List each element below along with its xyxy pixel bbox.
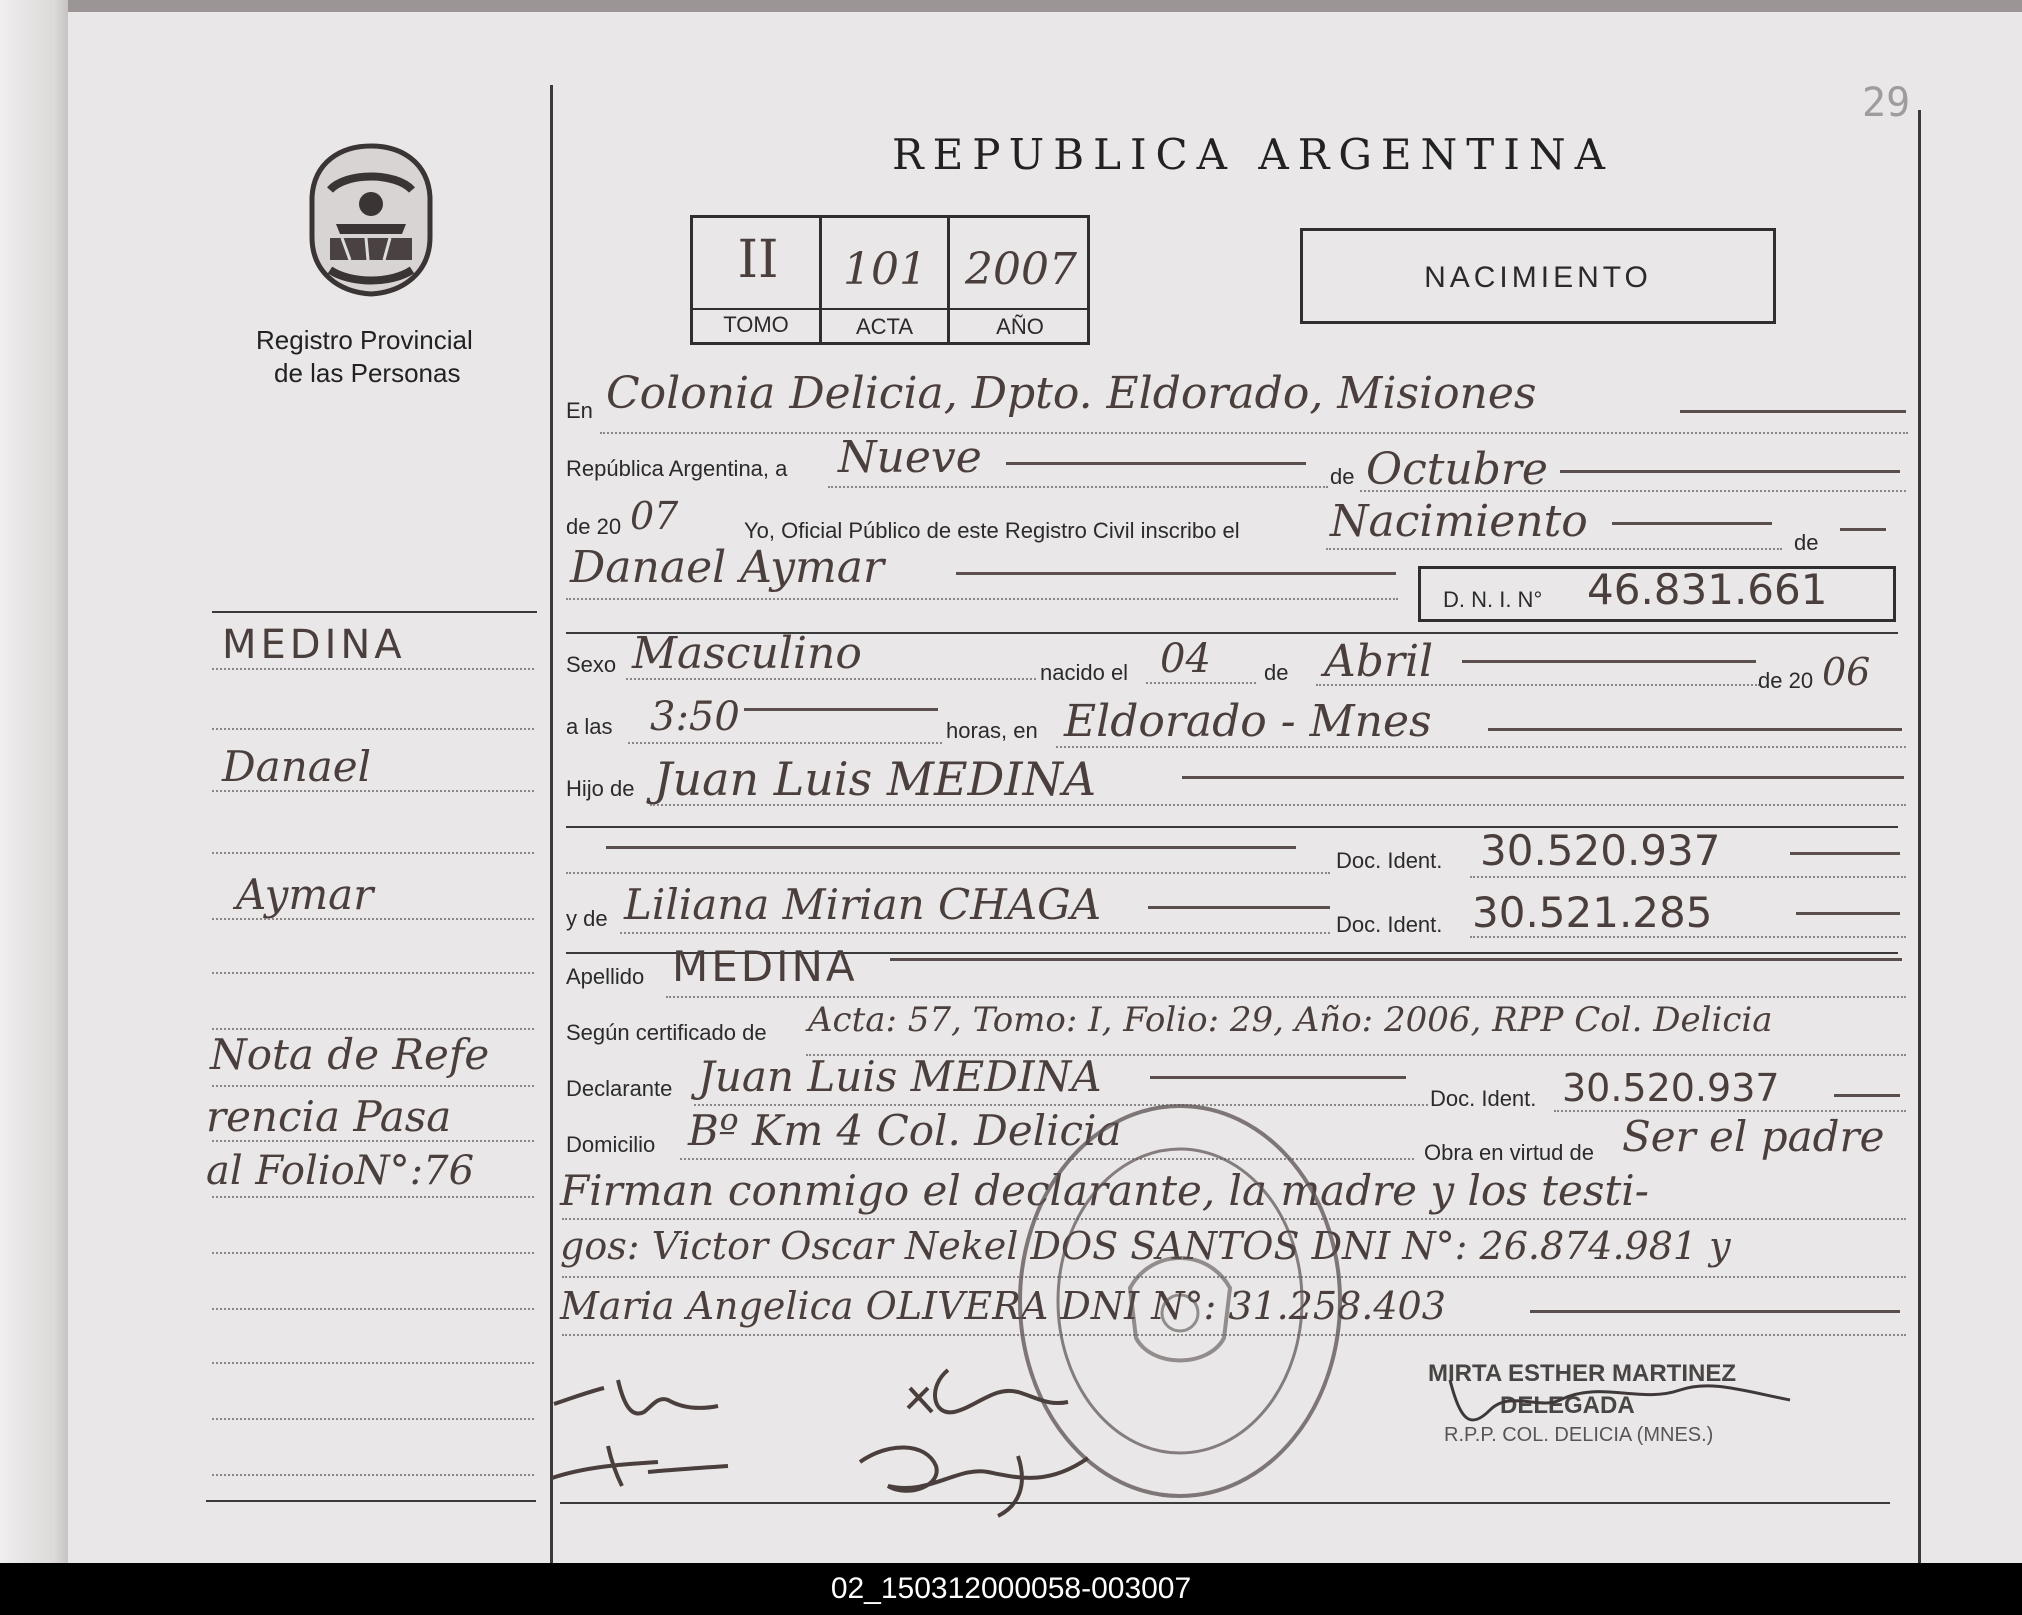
doc-ident-label-3: Doc. Ident. xyxy=(1430,1086,1537,1111)
declarante-label: Declarante xyxy=(566,1076,673,1101)
form-dotted-line xyxy=(600,432,1908,434)
province-seal-icon xyxy=(306,142,436,302)
form-dotted-line xyxy=(1470,936,1906,938)
doc-ident-label-2: Doc. Ident. xyxy=(1336,912,1443,937)
margin-dotted-line xyxy=(212,972,534,974)
form-fill-dash xyxy=(1182,776,1904,779)
form-dotted-line xyxy=(620,932,1330,934)
form-dotted-line xyxy=(628,742,942,744)
year-suffix-value: 07 xyxy=(630,494,679,538)
form-fill-dash xyxy=(1612,522,1772,525)
obra-label: Obra en virtud de xyxy=(1424,1140,1594,1165)
apellido-value: MEDINA xyxy=(672,942,858,991)
box-label-rule xyxy=(693,308,1090,310)
domicilio-label: Domicilio xyxy=(566,1132,656,1157)
margin-dotted-line xyxy=(212,1085,534,1087)
child-name-value: Danael Aymar xyxy=(570,542,885,593)
form-fill-dash xyxy=(744,708,938,711)
day-words-value: Nueve xyxy=(838,432,982,483)
form-fill-dash xyxy=(606,846,1296,849)
form-dotted-line xyxy=(1470,876,1906,878)
en-label: En xyxy=(566,398,593,423)
margin-dotted-line xyxy=(212,1418,534,1420)
issuer-line-1: Registro Provincial xyxy=(256,325,473,355)
nacido-label: nacido el xyxy=(1040,660,1129,685)
margin-surname: MEDINA xyxy=(222,622,406,668)
margin-note-line-1: Nota de Refe xyxy=(210,1030,490,1079)
margin-dotted-line xyxy=(212,1474,534,1476)
yde-label: y de xyxy=(566,906,608,931)
declarante-value: Juan Luis MEDINA xyxy=(698,1052,1102,1101)
form-fill-dash xyxy=(1834,1094,1900,1097)
form-fill-dash xyxy=(1462,660,1756,663)
right-border xyxy=(1918,110,1921,1563)
record-type: NACIMIENTO xyxy=(1424,261,1652,294)
book-spine-shadow xyxy=(0,0,68,1563)
dni-value: 46.831.661 xyxy=(1587,565,1828,614)
margin-note-line-3: al FolioN°:76 xyxy=(206,1148,475,1194)
de-label-2: de xyxy=(1794,530,1819,555)
doc-ident-label: Doc. Ident. xyxy=(1336,848,1443,873)
stamp-line-3: R.P.P. COL. DELICIA (MNES.) xyxy=(1444,1424,1714,1446)
column-divider-left xyxy=(550,85,553,1563)
dni-box xyxy=(1418,566,1896,622)
form-dotted-line xyxy=(1146,682,1256,684)
birth-time-value: 3:50 xyxy=(650,694,740,740)
inscribe-value: Nacimiento xyxy=(1330,496,1588,547)
margin-top-rule xyxy=(212,611,537,613)
form-fill-dash xyxy=(956,572,1396,575)
page-top-edge xyxy=(0,0,2022,12)
form-fill-dash xyxy=(1148,906,1330,909)
tomo-value: II xyxy=(737,230,779,290)
father-value: Juan Luis MEDINA xyxy=(654,752,1097,806)
place-value: Colonia Delicia, Dpto. Eldorado, Misiones xyxy=(606,368,1537,419)
margin-dotted-line xyxy=(212,918,534,920)
page-number: 29 xyxy=(1862,80,1911,126)
sexo-label: Sexo xyxy=(566,652,617,677)
margin-dotted-line xyxy=(212,668,534,670)
stamp-line-2: DELEGADA xyxy=(1500,1392,1635,1419)
domicilio-value: Bº Km 4 Col. Delicia xyxy=(688,1106,1122,1155)
a-las-label: a las xyxy=(566,714,613,739)
form-fill-dash xyxy=(1560,470,1900,473)
margin-dotted-line xyxy=(212,1140,534,1142)
ano-value: 2007 xyxy=(965,244,1077,295)
record-type-box xyxy=(1300,228,1776,324)
certificado-value: Acta: 57, Tomo: I, Folio: 29, Año: 2006, RPP Col. Delicia xyxy=(808,1000,1773,1040)
de-label-3: de xyxy=(1264,660,1289,685)
form-dotted-line xyxy=(1326,548,1782,550)
mother-doc-value: 30.521.285 xyxy=(1472,888,1713,937)
margin-name-2: Aymar xyxy=(236,870,374,919)
form-fill-dash xyxy=(1530,1310,1900,1313)
form-fill-dash xyxy=(1840,528,1886,531)
sexo-value: Masculino xyxy=(632,628,862,679)
form-dotted-line xyxy=(650,804,1906,806)
form-dotted-line xyxy=(1360,490,1906,492)
year-label: de 20 xyxy=(566,514,622,539)
bottom-rule xyxy=(560,1502,1890,1504)
birth-place-value: Eldorado - Mnes xyxy=(1064,696,1432,747)
acta-label: ACTA xyxy=(855,314,914,339)
free-text-line-3: Maria Angelica OLIVERA DNI N°: 31.258.403 xyxy=(560,1284,1446,1328)
margin-dotted-line xyxy=(212,852,534,854)
margin-note-line-2: rencia Pasa xyxy=(206,1092,452,1141)
obra-value: Ser el padre xyxy=(1622,1112,1885,1161)
mother-value: Liliana Mirian CHAGA xyxy=(624,880,1102,929)
hijo-label: Hijo de xyxy=(566,776,635,801)
margin-name-1: Danael xyxy=(222,742,372,791)
tomo-label: TOMO xyxy=(723,312,789,337)
dni-label: D. N. I. N° xyxy=(1443,587,1543,612)
official-label: Yo, Oficial Público de este Registro Civil inscribo el xyxy=(744,518,1240,543)
apellido-label: Apellido xyxy=(566,964,645,989)
form-dotted-line xyxy=(566,598,1398,600)
issuer-line-2: de las Personas xyxy=(274,358,461,388)
margin-dotted-line xyxy=(212,1362,534,1364)
ano-label: AÑO xyxy=(996,314,1044,339)
free-text-line-2: gos: Victor Oscar Nekel DOS SANTOS DNI N°: 26.874.981 y xyxy=(560,1224,1731,1268)
free-text-line-1: Firman conmigo el declarante, la madre y los testi- xyxy=(560,1166,1649,1215)
form-fill-dash xyxy=(1796,912,1900,915)
form-fill-dash xyxy=(890,958,1902,961)
document-title: REPUBLICA ARGENTINA xyxy=(892,130,1614,179)
image-id-footer: 02_150312000058-003007 xyxy=(0,1563,2022,1615)
margin-dotted-line xyxy=(212,1196,534,1198)
acta-value: 101 xyxy=(843,244,927,295)
margin-dotted-line xyxy=(212,728,534,730)
stamp-line-1: MIRTA ESTHER MARTINEZ xyxy=(1428,1360,1736,1387)
form-dotted-line xyxy=(626,678,1036,680)
month-value: Octubre xyxy=(1366,444,1548,495)
form-dotted-line xyxy=(566,872,1330,874)
form-fill-dash xyxy=(1006,462,1306,465)
form-dotted-line xyxy=(666,996,1906,998)
republica-label: República Argentina, a xyxy=(566,456,788,481)
de-label: de xyxy=(1330,464,1355,489)
form-dotted-line xyxy=(1056,746,1906,748)
horas-label: horas, en xyxy=(946,718,1038,743)
declarante-doc-value: 30.520.937 xyxy=(1562,1066,1780,1110)
registrar-signature-icon xyxy=(1410,1360,1810,1445)
birth-day-value: 04 xyxy=(1160,636,1211,682)
birth-year-suffix-value: 06 xyxy=(1822,650,1871,694)
margin-dotted-line xyxy=(212,790,534,792)
birth-month-value: Abril xyxy=(1324,636,1434,687)
record-number-box xyxy=(690,215,1090,345)
form-fill-dash xyxy=(1150,1076,1406,1079)
father-doc-value: 30.520.937 xyxy=(1480,826,1721,875)
birth-year-label: de 20 xyxy=(1758,668,1814,693)
form-fill-dash xyxy=(1488,728,1902,731)
form-fill-dash xyxy=(1790,852,1900,855)
margin-dotted-line xyxy=(212,1308,534,1310)
margin-dotted-line xyxy=(212,1252,534,1254)
form-dotted-line xyxy=(1316,684,1760,686)
form-dotted-line xyxy=(828,486,1328,488)
margin-bottom-rule xyxy=(206,1500,536,1502)
form-fill-dash xyxy=(1680,410,1906,413)
segun-label: Según certificado de xyxy=(566,1020,767,1045)
